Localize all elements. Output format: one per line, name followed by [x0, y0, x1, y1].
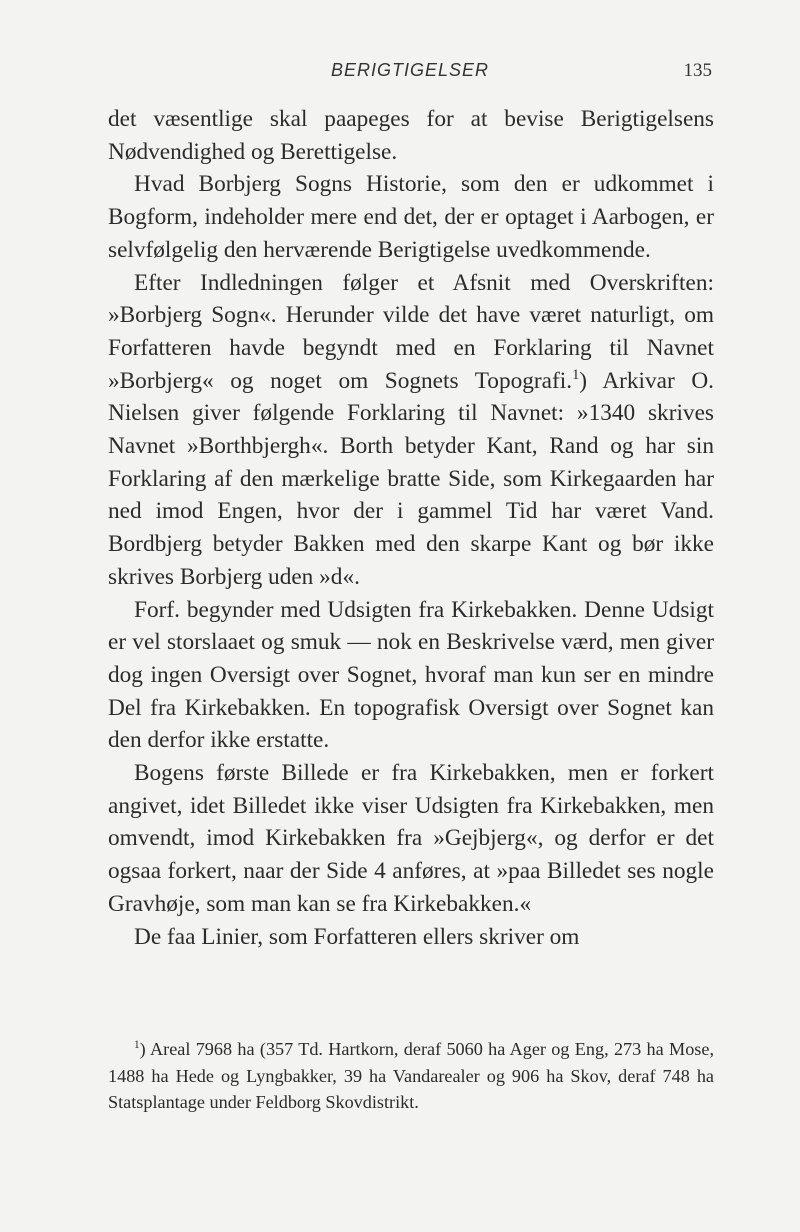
footnotes — [108, 1036, 714, 1116]
footnote-text: ) Areal 7968 ha (357 Td. Hartkorn, deraf 5060 ha Ager og Eng, 273 ha Mose, 1488 ha Hede og Lyngbakker, 39 ha Vandarealer og 906 ha Skov, deraf 748 ha Statsplantage under Feldborg Skovdistrikt. — [108, 1039, 714, 1112]
footnote-reference: 1 — [572, 366, 580, 383]
page-number: 135 — [683, 60, 712, 81]
running-title: BERIGTIGELSER — [330, 60, 490, 80]
paragraph-3-text-start: Efter Indledningen følger et Afsnit med Overskriften: »Borbjerg Sogn«. Herunder vilde det have været naturligt, om Forfatteren havde begyndt med en Forklaring til Navnet »Borbjerg« og noget om Sognets Topografi. — [108, 269, 714, 394]
paragraph-2: Hvad Borbjerg Sogns Historie, som den er udkommet i Bogform, indeholder mere end det, der er optaget i Aarbogen, er selvfølgelig den herværende Berigtigelse uvedkommende. — [108, 171, 714, 263]
paragraph-1: det væsentlige skal paapeges for at bevise Berigtigelsens Nødvendighed og Berettigelse. — [108, 106, 714, 165]
footnote-marker: 1 — [134, 1038, 140, 1051]
body-text — [108, 103, 714, 953]
paragraph-3 — [108, 267, 714, 594]
paragraph-5: Bogens første Billede er fra Kirkebakken, men er forkert angivet, idet Billedet ikke viser Udsigten fra Kirkebakken, men omvendt, imod Kirkebakken fra »Gejbjerg«, og derfor er det ogsaa forkert, naar der Side 4 anføres, at »paa Billedet ses nogle Gravhøje, som man kan se fra Kirkebakken.« — [108, 760, 714, 917]
running-head — [108, 60, 712, 90]
paragraph-4: Forf. begynder med Udsigten fra Kirkebakken. Denne Udsigt er vel storslaaet og smuk — nok en Beskrivelse værd, men giver dog ingen Oversigt over Sognet, hvoraf man kun ser en mindre Del fra Kirkebakken. En topografisk Oversigt over Sognet kan den derfor ikke erstatte. — [108, 596, 714, 754]
footnote-1 — [108, 1036, 714, 1116]
paragraph-6: De faa Linier, som Forfatteren ellers skriver om — [134, 923, 580, 950]
paragraph-3-text-end: ) Arkivar O. Nielsen giver følgende Forklaring til Navnet: »1340 skrives Navnet »Borthbjergh«. Borth betyder Kant, Rand og har sin Forklaring af den mærkelige bratte Side, som Kirkegaarden har ned imod Engen, hvor der i gammel Tid har været Vand. Bordbjerg betyder Bakken med den skarpe Kant og bør ikke skrives Borbjerg uden »d«. — [108, 367, 714, 590]
